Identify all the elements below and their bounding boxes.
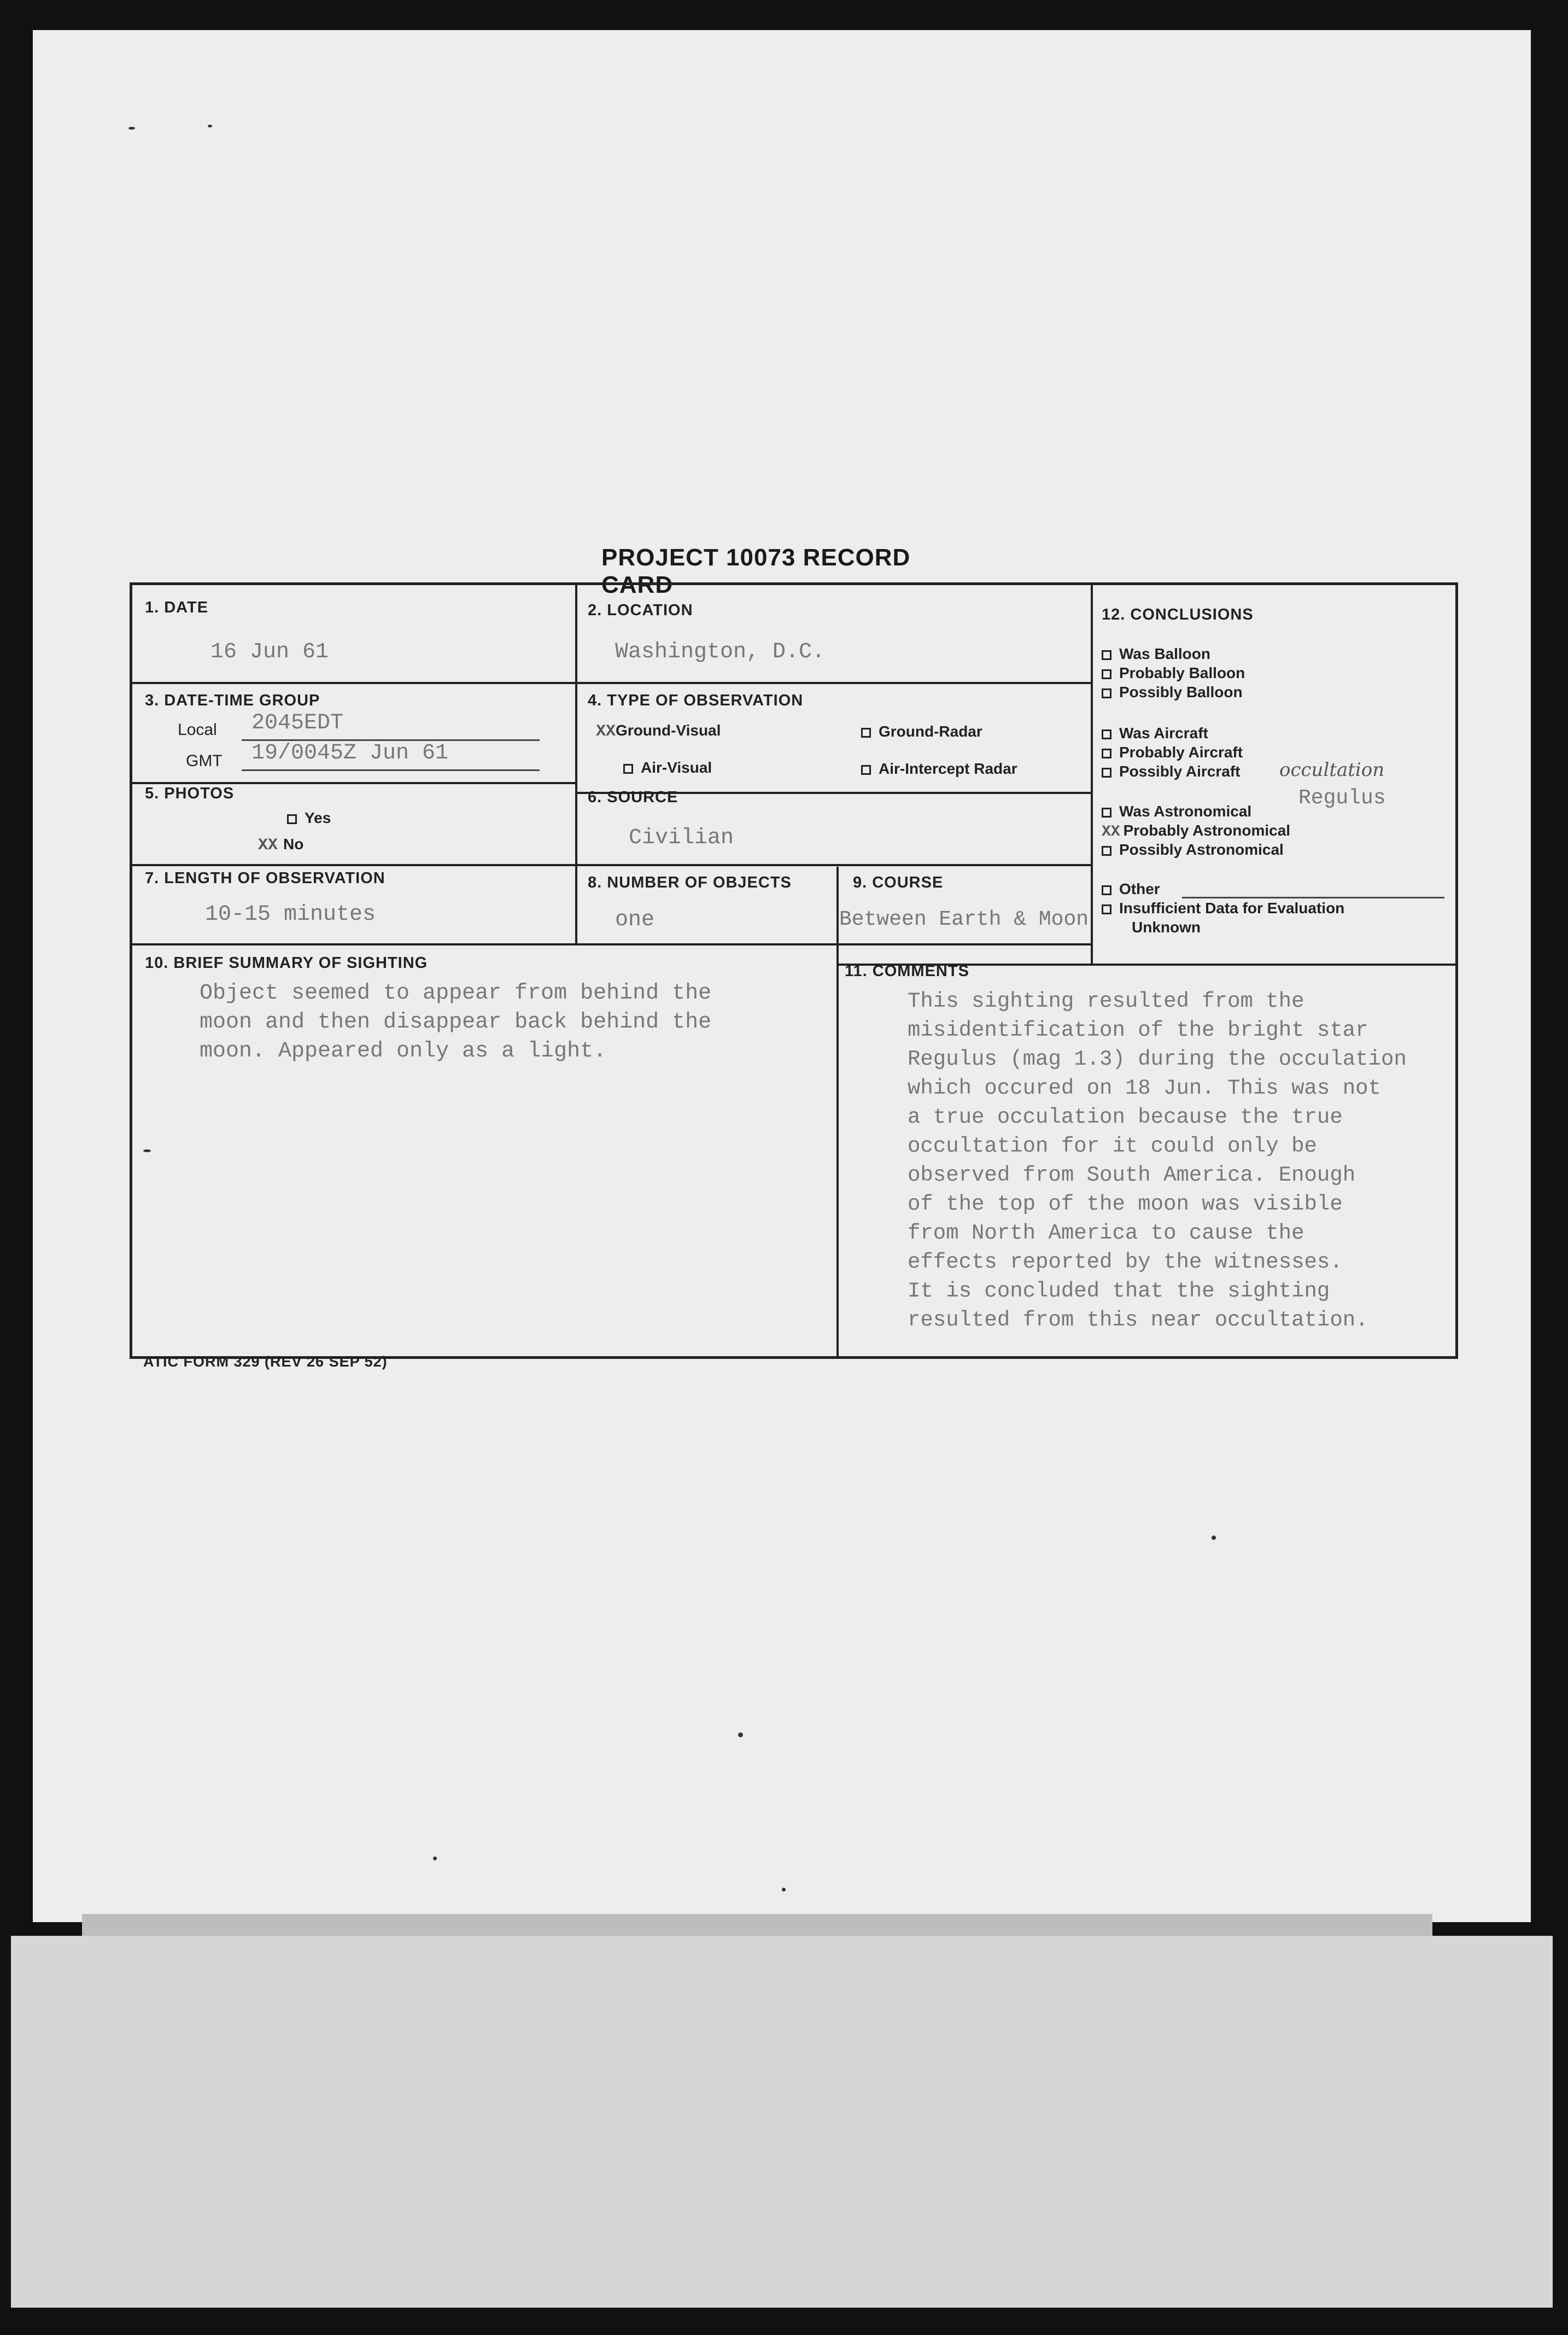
course-value: Between Earth & Moon [839,908,1089,931]
checkbox [623,764,633,774]
lower-paper-strip [11,1936,1553,2308]
date-value: 16 Jun 61 [210,640,329,664]
photos-label: 5. PHOTOS [145,785,235,802]
divider [132,682,1092,684]
type-of-observation-label: 4. TYPE OF OBSERVATION [588,692,804,709]
source-value: Civilian [629,826,734,850]
card-title: PROJECT 10073 RECORD CARD [601,544,911,598]
comment-line: which occured on 18 Jun. This was not [908,1076,1381,1100]
gmt-label: GMT [186,752,223,770]
speck [208,125,212,127]
number-of-objects-label: 8. NUMBER OF OBJECTS [588,874,792,891]
conclusion-probably-astronomical: XX Probably Astronomical [1102,822,1291,840]
record-card [130,582,1458,1359]
location-label: 2. LOCATION [588,602,693,619]
checkbox [1102,729,1111,739]
checked-mark: XX [258,836,278,855]
option-ground-radar: Ground-Radar [861,723,982,740]
comment-line: Regulus (mag 1.3) during the occulation [908,1047,1407,1071]
comment-line: effects reported by the witnesses. [908,1250,1343,1274]
date-label: 1. DATE [145,599,209,616]
speck [128,127,135,130]
comments-text [908,987,1407,1335]
comment-line: occultation for it could only be [908,1134,1317,1158]
conclusions-label: 12. CONCLUSIONS [1102,606,1254,623]
comments-label: 11. COMMENTS [845,962,969,980]
source-label: 6. SOURCE [588,789,678,806]
summary-line: Object seemed to appear from behind the [200,981,712,1006]
checkbox [861,728,871,738]
checkbox [1102,768,1111,778]
checkbox [1102,885,1111,895]
divider [1091,585,1093,965]
gmt-value: 19/0045Z Jun 61 [251,741,449,766]
location-value: Washington, D.C. [615,640,826,664]
divider [836,867,839,1356]
summary-line: moon and then disappear back behind the [200,1010,712,1035]
conclusion-was-aircraft: Was Aircraft [1102,725,1208,742]
checkbox [861,765,871,775]
checkbox [1102,846,1111,856]
option-air-intercept-radar: Air-Intercept Radar [861,760,1017,778]
conclusion-possibly-aircraft: Possibly Aircraft [1102,763,1240,780]
option-air-visual: Air-Visual [623,759,712,777]
conclusion-other: Other [1102,880,1160,898]
checkbox [1102,808,1111,818]
speck [433,1857,437,1860]
typed-note-regulus: Regulus [1298,786,1386,810]
checked-mark: XX [1102,824,1120,840]
summary-text [200,979,711,1066]
checkbox [1102,749,1111,758]
comment-line: observed from South America. Enough [908,1163,1356,1187]
date-time-group-label: 3. DATE-TIME GROUP [145,692,320,709]
comment-line: It is concluded that the sighting [908,1279,1330,1303]
length-label: 7. LENGTH OF OBSERVATION [145,869,385,887]
conclusion-was-astronomical: Was Astronomical [1102,803,1251,820]
summary-line: moon. Appeared only as a light. [200,1039,607,1064]
speck [1212,1536,1216,1540]
conclusion-unknown: Unknown [1132,919,1201,936]
length-value: 10-15 minutes [205,902,376,927]
local-time-value: 2045EDT [251,711,344,735]
handwritten-note: occultation [1279,759,1385,781]
conclusion-was-balloon: Was Balloon [1102,645,1210,663]
option-ground-visual: XXGround-Visual [596,722,721,741]
other-underline [1182,897,1444,898]
conclusion-probably-aircraft: Probably Aircraft [1102,744,1243,761]
checkbox [1102,669,1111,679]
local-label: Local [178,721,217,739]
conclusion-probably-balloon: Probably Balloon [1102,664,1245,682]
conclusion-insufficient-data: Insufficient Data for Evaluation [1102,900,1344,917]
checkbox [287,814,297,824]
checkbox [1102,650,1111,660]
comment-line: This sighting resulted from the [908,989,1304,1013]
divider [132,864,1092,866]
number-of-objects-value: one [615,908,655,932]
conclusion-possibly-astronomical: Possibly Astronomical [1102,841,1284,859]
speck [782,1888,786,1892]
comment-line: from North America to cause the [908,1221,1304,1245]
divider [132,943,1092,945]
divider [575,585,577,943]
divider [132,782,576,784]
gmt-underline [242,769,540,771]
comment-line: resulted from this near occultation. [908,1308,1368,1332]
comment-line: of the top of the moon was visible [908,1192,1343,1216]
paper-shadow [82,1914,1432,1936]
form-number-footer: ATIC FORM 329 (REV 26 SEP 52) [143,1353,388,1370]
comment-line: misidentification of the bright star [908,1018,1368,1042]
conclusion-possibly-balloon: Possibly Balloon [1102,684,1243,701]
comment-line: a true occulation because the true [908,1105,1343,1129]
speck [738,1732,743,1737]
course-label: 9. COURSE [853,874,944,891]
checked-mark: XX [596,722,616,741]
photos-yes: Yes [287,809,331,827]
checkbox [1102,904,1111,914]
photos-no: XX No [258,836,304,855]
checkbox [1102,688,1111,698]
summary-label: 10. BRIEF SUMMARY OF SIGHTING [145,954,428,972]
